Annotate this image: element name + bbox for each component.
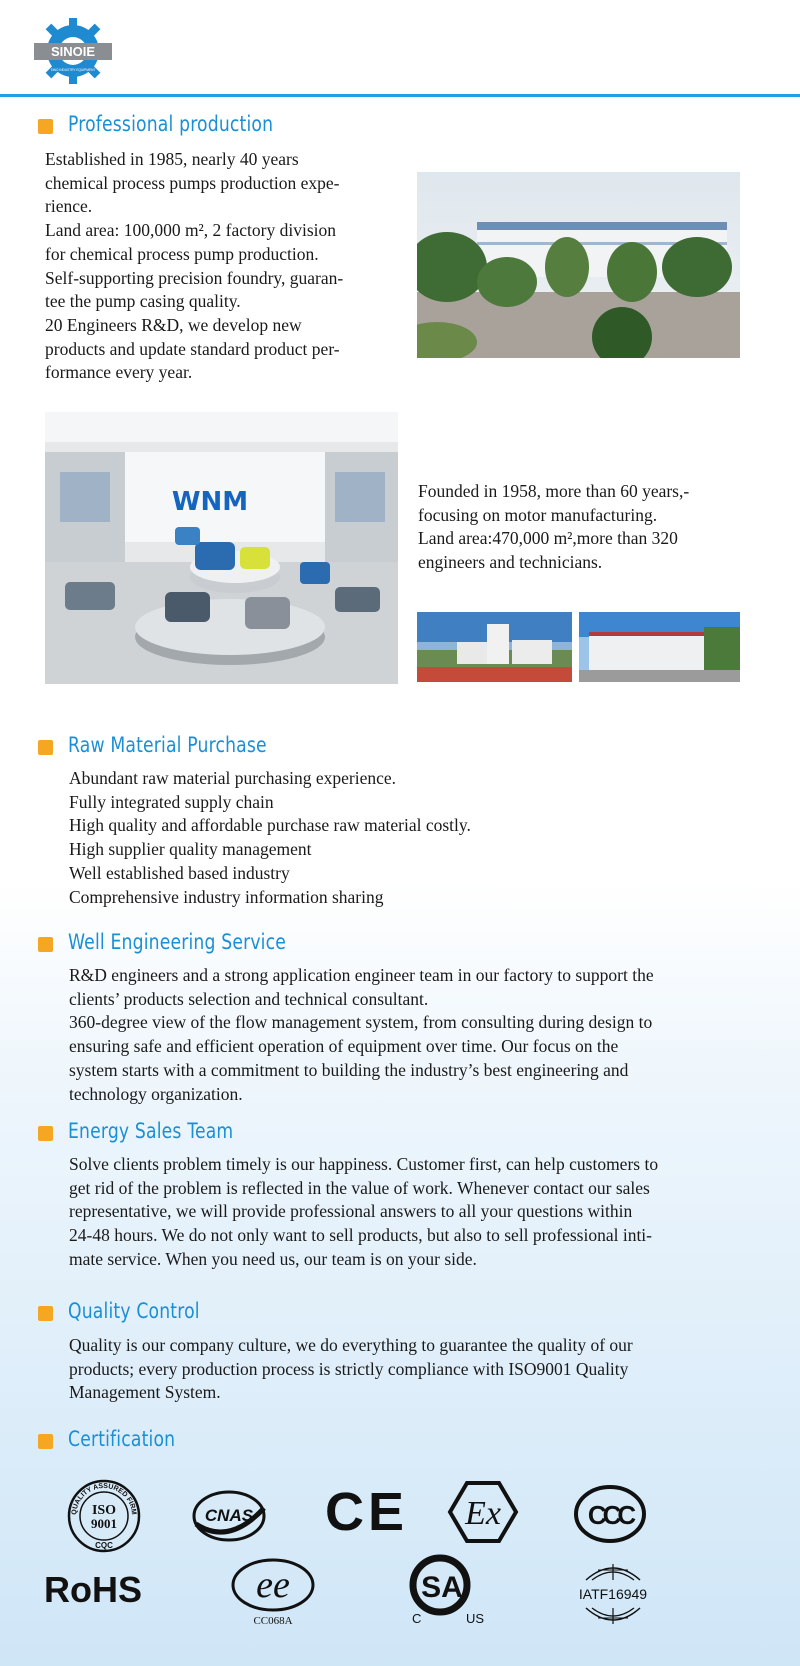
iso-sub: CQC	[95, 1541, 113, 1550]
iso-number: 9001	[91, 1516, 117, 1531]
text-line: rience.	[45, 196, 93, 217]
iatf-text: IATF16949	[578, 1586, 648, 1602]
ccc-text: CCC	[587, 1500, 633, 1530]
ee-text: ee	[256, 1564, 290, 1606]
text-line: tee the pump casing quality.	[45, 291, 241, 312]
text-line: R&D engineers and a strong application engineer team in our factory to support the	[69, 965, 654, 985]
text-line: products; every production process is strictly compliance with ISO9001 Quality	[69, 1358, 629, 1379]
text-line: Land area: 100,000 m², 2 factory division	[45, 220, 337, 241]
csa-c-text: C	[412, 1611, 422, 1626]
motor-factory-photo-1	[417, 612, 572, 682]
text-line: Land area:470,000 m²,more than 320	[418, 528, 678, 549]
iso-label: ISO	[91, 1503, 117, 1518]
section-bullet	[38, 1434, 53, 1449]
text-line: Comprehensive industry information sharing	[69, 886, 384, 907]
cnas-text: CNAS	[204, 1506, 254, 1525]
section-title-sales: Energy Sales Team	[68, 1119, 234, 1143]
text-line: Solve clients problem timely is our happiness. Customer first, can help customers to	[69, 1154, 659, 1174]
text-line: High supplier quality management	[69, 839, 312, 860]
csa-text: SA	[421, 1571, 463, 1604]
raw-text	[69, 767, 471, 909]
showroom-brand: WNM	[171, 487, 249, 517]
section-title-certification: Certification	[68, 1427, 176, 1451]
professional-text	[45, 148, 343, 385]
csa-logo	[404, 1553, 496, 1627]
text-line: Founded in 1958, more than 60 years,-	[418, 481, 690, 501]
motor-factory-photo-2	[579, 612, 740, 682]
showroom-photo	[45, 412, 398, 684]
logo	[32, 16, 114, 86]
text-line: Well established based industry	[69, 862, 290, 883]
header-divider	[0, 94, 800, 97]
text-line: engineers and technicians.	[418, 552, 603, 573]
sales-text	[69, 1153, 658, 1272]
text-line: focusing on motor manufacturing.	[418, 504, 658, 525]
text-line: formance every year.	[45, 362, 193, 383]
ccc-logo	[573, 1484, 647, 1544]
motor-text	[418, 480, 689, 575]
section-title-engineering: Well Engineering Service	[68, 930, 287, 954]
text-line: Abundant raw material purchasing experience.	[69, 768, 397, 788]
ce-mark: CE	[325, 1482, 409, 1542]
text-line: system starts with a commitment to building the industry’s best engineering and	[69, 1059, 629, 1080]
text-line: 24-48 hours. We do not only want to sell products, but also to sell professional inti-	[69, 1225, 652, 1246]
text-line: technology organization.	[69, 1083, 243, 1104]
section-bullet	[38, 740, 53, 755]
text-line: Established in 1985, nearly 40 years	[45, 149, 299, 169]
ex-logo	[447, 1480, 519, 1544]
csa-us-text: US	[466, 1611, 485, 1626]
text-line: for chemical process pump production.	[45, 243, 319, 264]
rohs-mark: RoHS	[44, 1569, 142, 1610]
section-bullet	[38, 1306, 53, 1321]
section-title-raw: Raw Material Purchase	[68, 733, 267, 757]
text-line: Management System.	[69, 1382, 221, 1403]
factory-photo	[417, 172, 740, 358]
quality-text	[69, 1334, 633, 1405]
logo-text: SINOIE	[50, 44, 96, 59]
text-line: get rid of the problem is reflected in the value of work. Whenever contact our sales	[69, 1177, 650, 1198]
text-line: High quality and affordable purchase raw material costly.	[69, 815, 471, 836]
gear-logo-icon	[32, 16, 114, 86]
iso-ring-text: QUALITY ASSURED FIRM	[70, 1482, 138, 1516]
section-bullet	[38, 119, 53, 134]
text-line: 20 Engineers R&D, we develop new	[45, 314, 302, 335]
text-line: Self-supporting precision foundry, guaran-	[45, 267, 344, 288]
text-line: products and update standard product per-	[45, 338, 340, 359]
cnas-logo	[190, 1488, 268, 1544]
section-bullet	[38, 1126, 53, 1141]
text-line: chemical process pumps production expe-	[45, 172, 340, 193]
ee-code: CC068A	[253, 1615, 293, 1627]
text-line: 360-degree view of the flow management system, from consulting during design to	[69, 1012, 653, 1033]
iatf16949-logo	[568, 1560, 658, 1630]
ee-logo	[230, 1557, 316, 1629]
logo-subtitle: SINO INDUSTRY EQUIPMENT	[50, 68, 96, 72]
section-title-quality: Quality Control	[68, 1299, 200, 1323]
text-line: Fully integrated supply chain	[69, 791, 274, 812]
iso9001-cqc-logo	[66, 1478, 142, 1554]
section-bullet	[38, 937, 53, 952]
section-title-professional: Professional production	[68, 112, 274, 136]
text-line: clients’ products selection and technical consultant.	[69, 988, 429, 1009]
text-line: mate service. When you need us, our team is on your side.	[69, 1248, 477, 1269]
engineering-text	[69, 964, 654, 1106]
text-line: representative, we will provide professional answers to all your questions within	[69, 1201, 633, 1222]
text-line: ensuring safe and efficient operation of equipment over time. Our focus on the	[69, 1036, 619, 1057]
text-line: Quality is our company culture, we do everything to guarantee the quality of our	[69, 1335, 633, 1355]
ex-text: Ex	[465, 1495, 501, 1532]
